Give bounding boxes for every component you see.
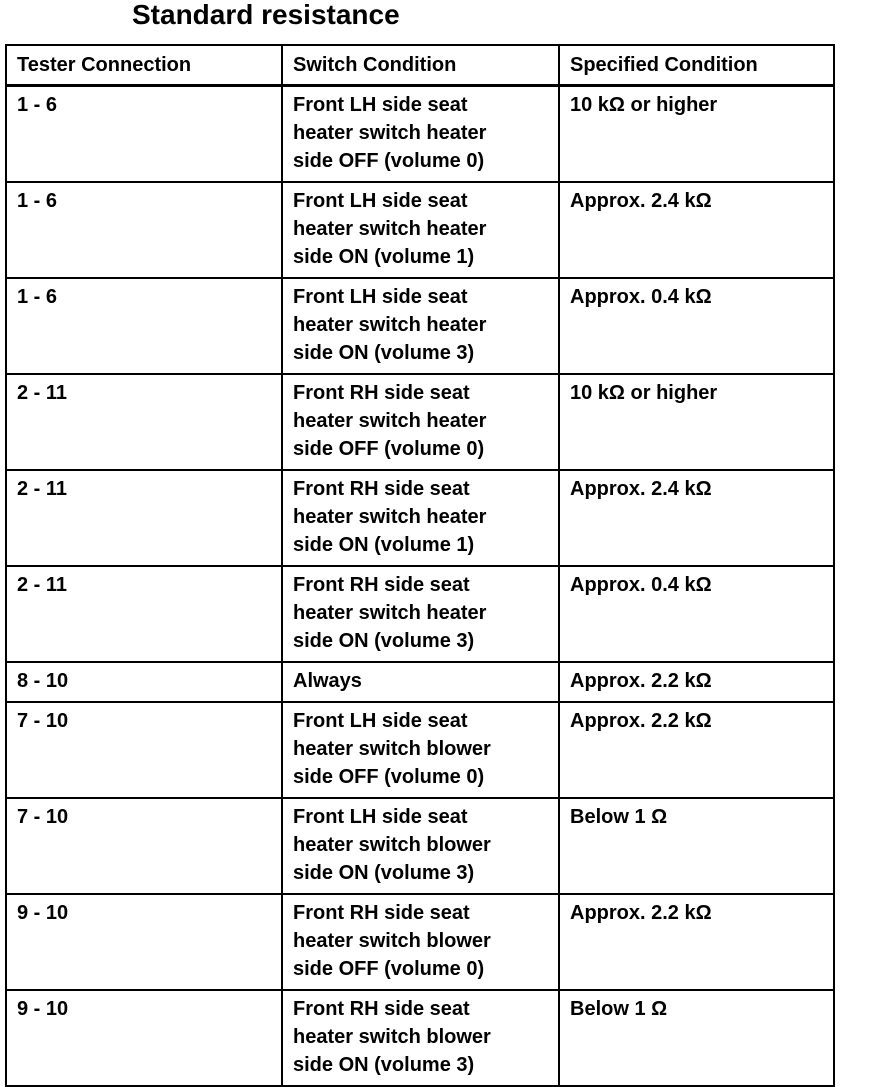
header-switch-condition: Switch Condition <box>282 45 559 86</box>
header-tester-connection: Tester Connection <box>6 45 282 86</box>
tester-connection-cell: 1 - 6 <box>6 86 282 183</box>
tester-connection-cell: 9 - 10 <box>6 990 282 1086</box>
switch-condition-cell <box>282 798 559 894</box>
table-row <box>6 662 834 702</box>
tester-connection-cell: 9 - 10 <box>6 894 282 990</box>
switch-condition-cell <box>282 990 559 1086</box>
tester-connection-cell: 1 - 6 <box>6 278 282 374</box>
table-row <box>6 566 834 662</box>
tester-connection-cell: 7 - 10 <box>6 702 282 798</box>
specified-condition-cell: Approx. 0.4 kΩ <box>559 278 834 374</box>
table-header-row <box>6 45 834 86</box>
tester-connection-cell: 2 - 11 <box>6 374 282 470</box>
specified-condition-cell: Approx. 2.2 kΩ <box>559 702 834 798</box>
switch-condition-cell <box>282 566 559 662</box>
switch-condition-text: Front LH side seat heater switch blower side ON (volume 3) <box>293 806 491 884</box>
standard-resistance-table <box>5 44 835 1087</box>
tester-connection-cell: 1 - 6 <box>6 182 282 278</box>
table-row <box>6 702 834 798</box>
switch-condition-text: Front RH side seat heater switch blower side ON (volume 3) <box>293 998 491 1076</box>
table-row <box>6 798 834 894</box>
switch-condition-text: Always <box>293 670 362 692</box>
table-row <box>6 470 834 566</box>
specified-condition-cell: Approx. 2.4 kΩ <box>559 182 834 278</box>
switch-condition-text: Front LH side seat heater switch heater side ON (volume 3) <box>293 286 487 364</box>
specified-condition-cell: Approx. 2.2 kΩ <box>559 894 834 990</box>
switch-condition-text: Front RH side seat heater switch heater side ON (volume 1) <box>293 478 487 556</box>
specified-condition-cell: Approx. 2.2 kΩ <box>559 662 834 702</box>
tester-connection-cell: 2 - 11 <box>6 470 282 566</box>
header-specified-condition: Specified Condition <box>559 45 834 86</box>
switch-condition-text: Front RH side seat heater switch heater side OFF (volume 0) <box>293 382 487 460</box>
switch-condition-cell <box>282 182 559 278</box>
switch-condition-text: Front LH side seat heater switch heater side ON (volume 1) <box>293 190 487 268</box>
tester-connection-cell: 8 - 10 <box>6 662 282 702</box>
switch-condition-cell <box>282 470 559 566</box>
table-row <box>6 278 834 374</box>
specified-condition-cell: Approx. 0.4 kΩ <box>559 566 834 662</box>
specified-condition-cell: 10 kΩ or higher <box>559 86 834 183</box>
specified-condition-cell: 10 kΩ or higher <box>559 374 834 470</box>
table-row <box>6 990 834 1086</box>
switch-condition-cell <box>282 278 559 374</box>
specified-condition-cell: Below 1 Ω <box>559 798 834 894</box>
table-row <box>6 374 834 470</box>
switch-condition-text: Front RH side seat heater switch heater side ON (volume 3) <box>293 574 487 652</box>
table-row <box>6 182 834 278</box>
specified-condition-cell: Below 1 Ω <box>559 990 834 1086</box>
table-row <box>6 86 834 183</box>
tester-connection-cell: 7 - 10 <box>6 798 282 894</box>
switch-condition-cell <box>282 374 559 470</box>
switch-condition-cell <box>282 894 559 990</box>
switch-condition-cell <box>282 86 559 183</box>
page-title: Standard resistance <box>132 0 400 30</box>
tester-connection-cell: 2 - 11 <box>6 566 282 662</box>
switch-condition-text: Front LH side seat heater switch blower side OFF (volume 0) <box>293 710 491 788</box>
specified-condition-cell: Approx. 2.4 kΩ <box>559 470 834 566</box>
switch-condition-cell <box>282 662 559 702</box>
switch-condition-cell <box>282 702 559 798</box>
switch-condition-text: Front RH side seat heater switch blower side OFF (volume 0) <box>293 902 491 980</box>
table-row <box>6 894 834 990</box>
switch-condition-text: Front LH side seat heater switch heater side OFF (volume 0) <box>293 94 487 172</box>
